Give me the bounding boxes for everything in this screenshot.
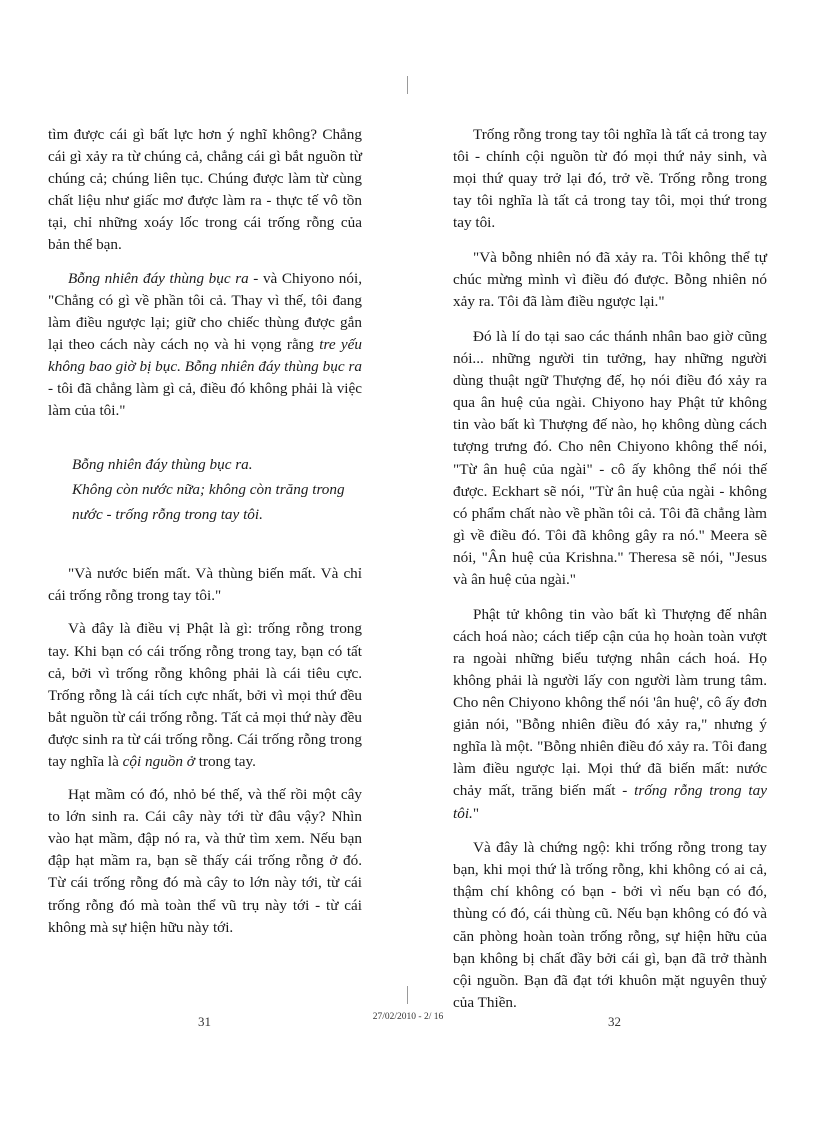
right-page-number: 32 — [608, 1014, 621, 1029]
right-paragraph-5: Và đây là chứng ngộ: khi trống rỗng trong tay bạn, khi mọi thứ là trống rỗng, khi không có ai cả, thậm chí không có bạn - bởi vì nếu bạn có đó, thùng có đó, cái thùng cũ. Nếu bạn không có đó và căn phòng hoàn toàn trống rỗng, sự hiện hữu của bạn không bị chất đầy bởi cái gì, bạn đã trở thành cội nguồn. Bạn đã đạt tới khuôn mặt nguyên thuỷ của Thiền. — [453, 839, 767, 1011]
right-paragraph-2: "Và bỗng nhiên nó đã xảy ra. Tôi không thể tự chúc mừng mình vì điều đó được. Bỗng nhiên nó xảy ra. Tôi đã làm điều ngược lại." — [453, 249, 767, 311]
left-paragraph-5: Hạt mầm có đó, nhỏ bé thế, và thế rồi một cây to lớn sinh ra. Cái cây này tới từ đâu vậy? Nhìn vào hạt mầm, đập nó ra, và thử tìm xem. Nếu bạn đập hạt mầm ra, bạn sẽ thấy cái trống rỗng ở đó. Từ cái trống rỗng đó mà cây to lớn này tới, từ cái trống rỗng đó mà toàn thể vũ trụ này tới - từ cái không mà sự hiện hữu này tới. — [48, 786, 362, 936]
left-page-column — [48, 124, 362, 950]
right-paragraph-1: Trống rỗng trong tay tôi nghĩa là tất cả trong tay tôi - chính cội nguồn từ đó mọi thứ nảy sinh, và mọi thứ quay trở lại đó, trở về. Trống rỗng trong tay tôi nghĩa là tất cả trong tay tôi, mọi thứ trong tay tôi. — [453, 126, 767, 232]
poem-line-1: Bỗng nhiên đáy thùng bục ra. — [72, 456, 253, 474]
poem-block — [72, 452, 362, 527]
right-paragraph-4-text-b: " — [472, 804, 480, 822]
left-paragraph-4-text-a: Và đây là điều vị Phật là gì: trống rỗng trong tay. Khi bạn có cái trống rỗng trong tay, bạn có tất cả, bởi vì trống rỗng không phải là cái tiêu cực. Trống rỗng là cái tích cực nhất, bởi vì mọi thứ đều bắt nguồn từ cái trống rỗng. Tất cả mọi thứ này đều được sinh ra từ cái trống rỗng. Cái trống rỗng trong tay nghĩa là — [48, 620, 362, 770]
right-paragraph-4-italic: trống rỗng trong tay tôi. — [453, 782, 767, 822]
footer-date-stamp: 27/02/2010 - 2/ 16 — [372, 1012, 444, 1022]
left-paragraph-2 — [48, 268, 362, 423]
poem-line-3: nước - trống rỗng trong tay tôi. — [72, 506, 263, 524]
gutter-divider-top — [407, 76, 408, 94]
left-paragraph-4-italic: cội nguồn ở — [122, 752, 195, 770]
left-page-number: 31 — [198, 1014, 211, 1029]
left-paragraph-2-text-a: - và Chiyono nói, "Chẳng có gì về phần tôi cả. Thay vì thế, tôi đang làm điều ngược lại; giữ cho chiếc thùng được gắn lại theo cách này cách nọ và hi vọng rằng — [48, 269, 362, 353]
poem-line-2: Không còn nước nữa; không còn trăng trong — [72, 481, 345, 499]
left-paragraph-1: tìm được cái gì bất lực hơn ý nghĩ không? Chẳng cái gì xảy ra từ chúng cả, chẳng cái gì bắt nguồn từ chúng cả; chúng liên tục. Chúng được làm từ cùng chất liệu như giấc mơ được làm ra - thực tế vô tồn tại, chỉ những xoáy lốc trong cái trống rỗng của bản thể bạn. — [48, 126, 362, 254]
right-page-column — [453, 124, 767, 1027]
left-paragraph-3: "Và nước biến mất. Và thùng biến mất. Và chỉ cái trống rỗng trong tay tôi." — [48, 565, 362, 605]
gutter-divider-bottom — [407, 986, 408, 1004]
left-paragraph-2-italic-2: tre yếu không bao giờ bị bục. Bỗng nhiên đáy thùng bục ra — [48, 335, 362, 375]
right-paragraph-3: Đó là lí do tại sao các thánh nhân bao giờ cũng nói... những người tin tưởng, hay những người dùng thuật ngữ Thượng đế, họ nói điều đó xảy ra qua ân huệ của ngài. Chiyono hay Phật tử không tin vào bất kì Thượng đế nào, họ không dùng cách tượng trưng đó. Cho nên Chiyono không thể nói, "Từ ân huệ của ngài" - cô ấy không thể nói thế được. Eckhart sẽ nói, "Từ ân huệ của ngài - không có phẩm chất nào về phần tôi cả. Tôi đã chẳng làm gì về điều đó. Tôi đã không gây ra nó." Meera sẽ nói, "Ân huệ của Krishna." Theresa sẽ nói, "Jesus và ân huệ của ngài." — [453, 327, 767, 588]
left-paragraph-4-text-b: trong tay. — [194, 752, 256, 770]
right-paragraph-4 — [453, 604, 767, 825]
left-paragraph-2-italic: Bỗng nhiên đáy thùng bục ra — [68, 269, 249, 287]
left-paragraph-2-text-b: - tôi đã chẳng làm gì cả, điều đó không phải là việc làm của tôi." — [48, 380, 362, 420]
left-paragraph-4 — [48, 618, 362, 773]
right-paragraph-4-text-a: Phật tử không tin vào bất kì Thượng đế nhân cách hoá nào; cách tiếp cận của họ hoàn toàn vượt ra ngoài những biểu tượng nhân cách hoá. Họ không phải là người lấy con người làm trung tâm. Cho nên Chiyono không thể nói 'ân huệ', cô ấy đơn giản nói, "Bỗng nhiên điều đó xảy ra," nhưng ý nghĩa là một. "Bỗng nhiên điều đó xảy ra. Tôi đang làm điều ngược lại. Mọi thứ đã biến mất: nước chảy mất, trăng biến mất - — [453, 605, 767, 800]
